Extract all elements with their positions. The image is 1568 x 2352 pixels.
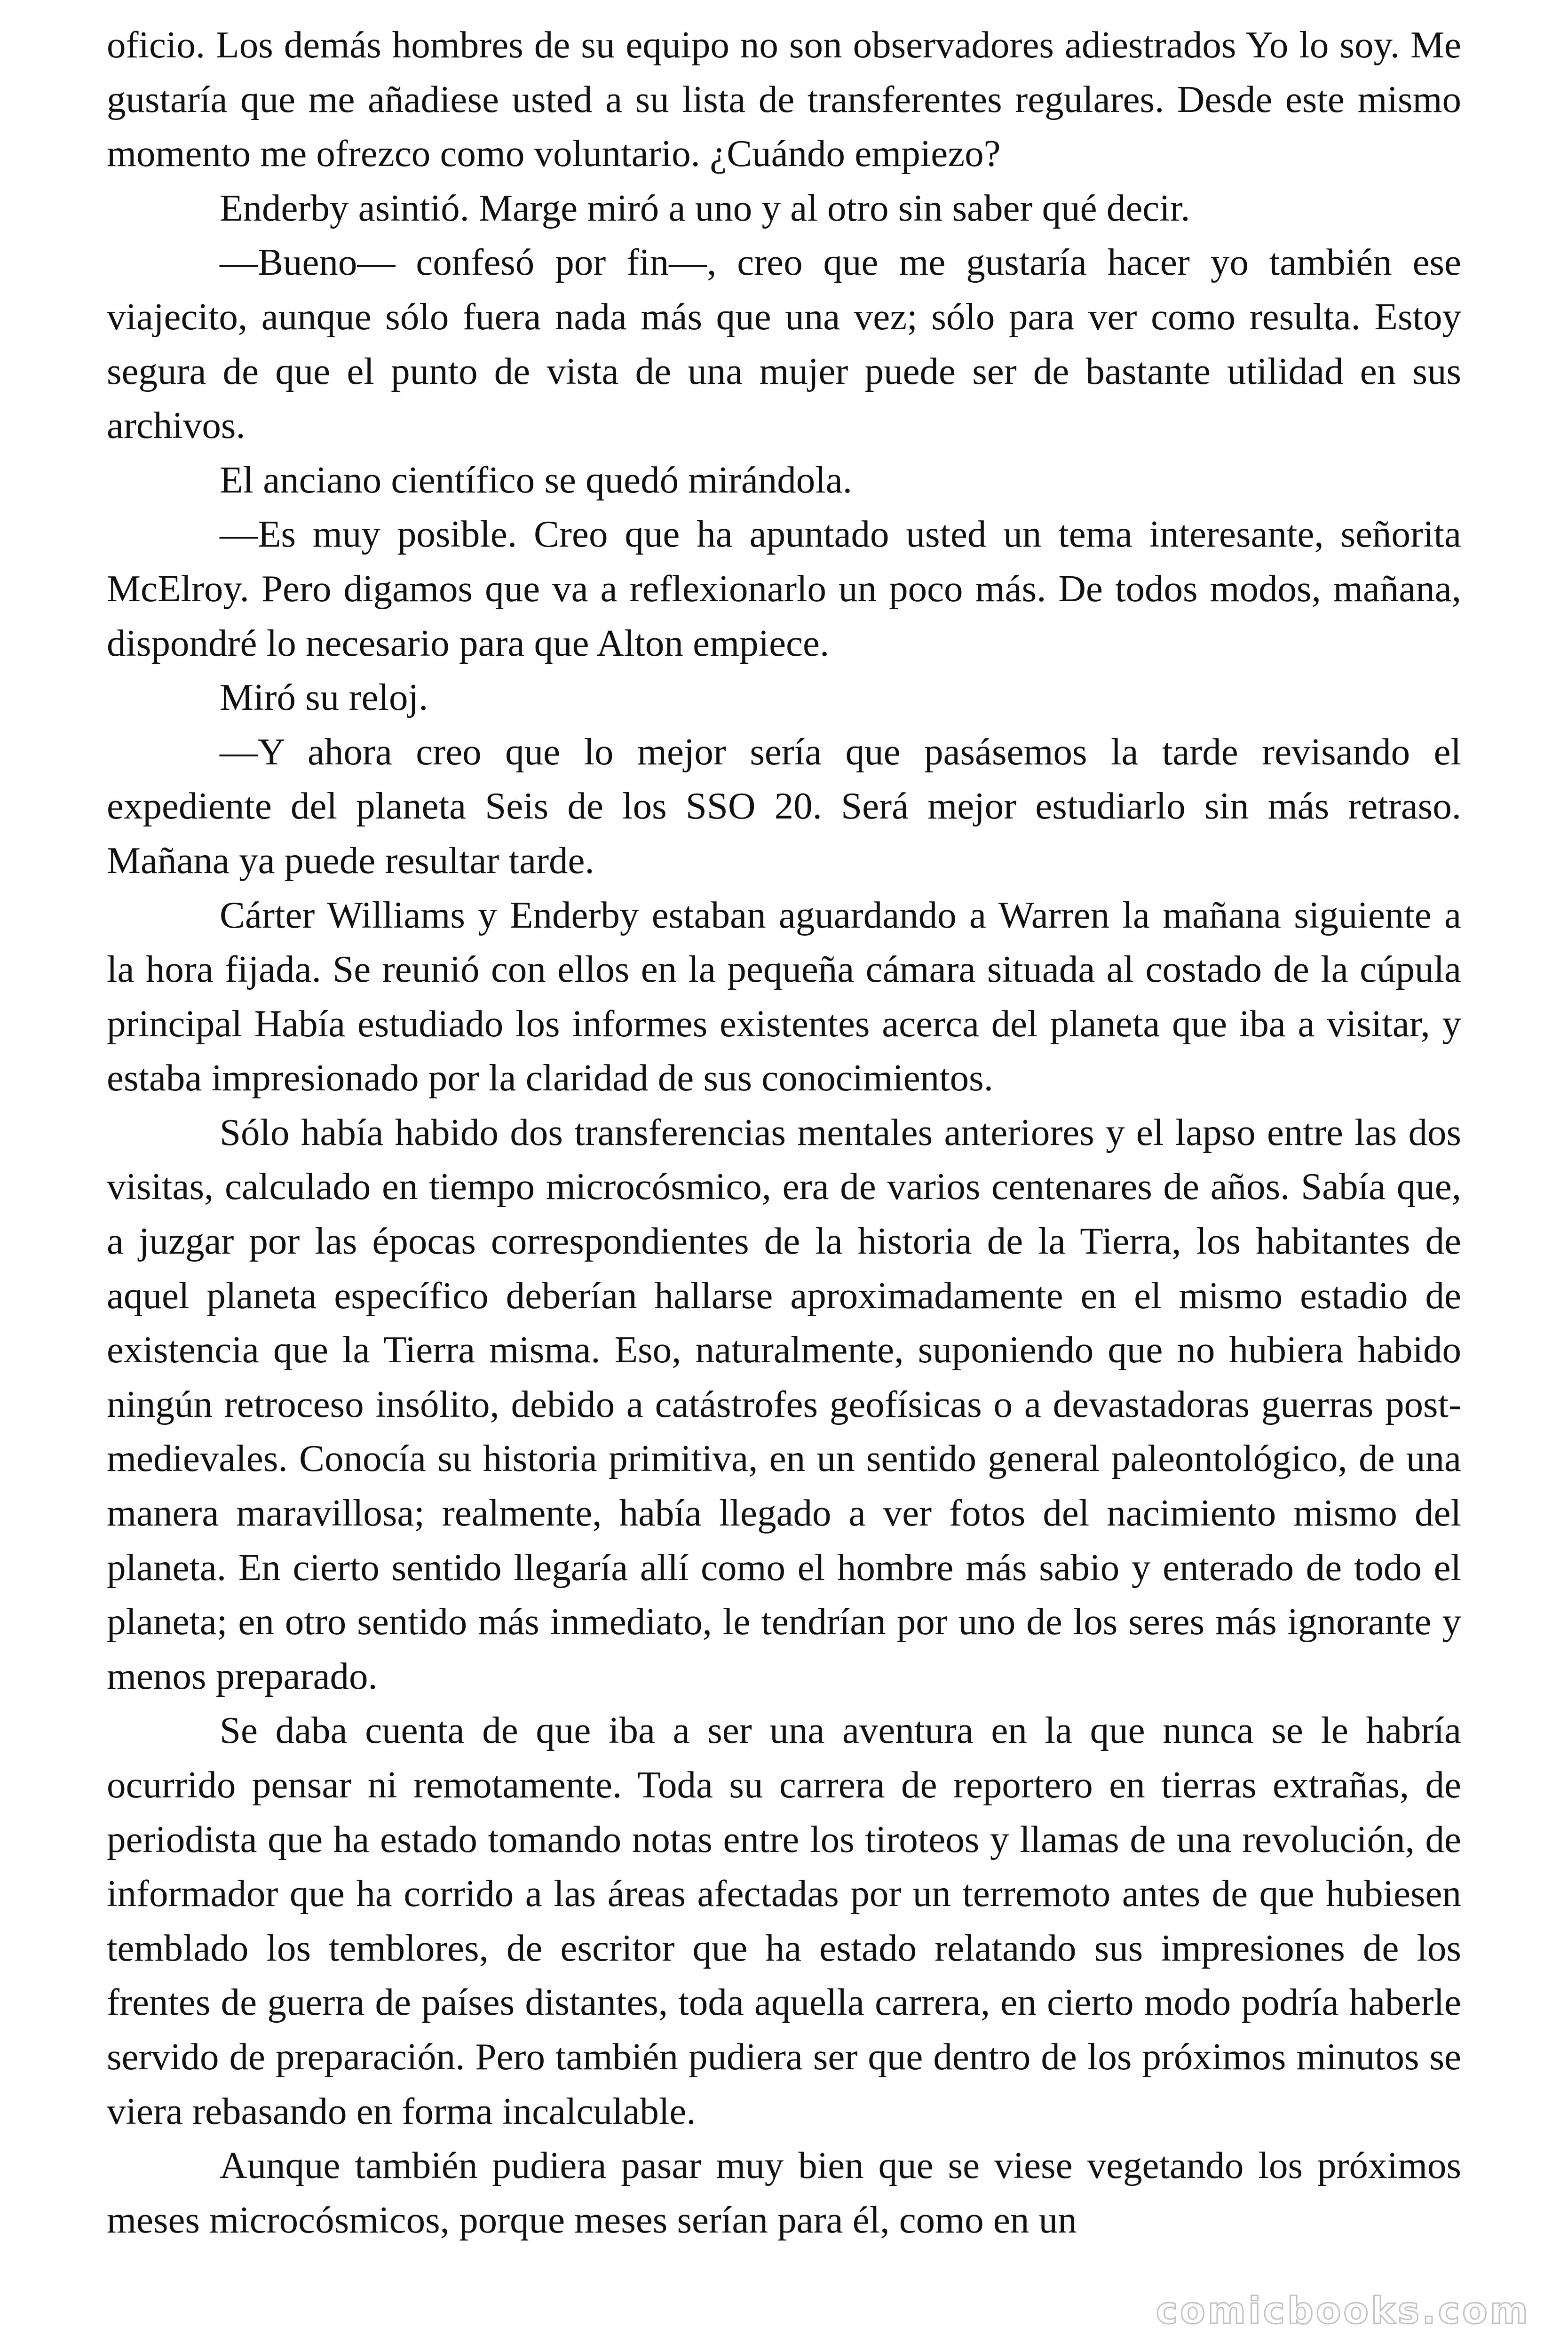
paragraph-10: Se daba cuenta de que iba a ser una aventura en la que nunca se le habría ocurrido pensar ni remotamente. Toda su carrera de reportero en tierras extrañas, de periodista que ha estado tomando notas entre los tiroteos y llamas de una revolución, de informador que ha corrido a las áreas afectadas por un terremoto antes de que hubiesen temblado los temblores, de escritor que ha estado relatando sus impresiones de los frentes de guerra de países distantes, toda aquella carrera, en cierto modo podría haberle servido de preparación. Pero también pudiera ser que dentro de los próximos minutos se viera rebasando en forma incalculable. [107, 1709, 1461, 2132]
watermark: comicbooks.com [1156, 2290, 1530, 2332]
paragraph-1: oficio. Los demás hombres de su equipo no son observadores adiestrados Yo lo soy. Me gustaría que me añadiese usted a su lista de transferentes regulares. Desde este mismo momento me ofrezco como voluntario. ¿Cuándo empiezo? [107, 24, 1461, 175]
paragraph-9: Sólo había habido dos transferencias mentales anteriores y el lapso entre las dos visitas, calculado en tiempo microcósmico, era de varios centenares de años. Sabía que, a juzgar por las épocas correspondientes de la historia de la Tierra, los habitantes de aquel planeta específico deberían hallarse aproximadamente en el mismo estadio de existencia que la Tierra misma. Eso, naturalmente, suponiendo que no hubiera habido ningún retroceso insólito, debido a catástrofes geofísicas o a devastadoras guerras post-medievales. Conocía su historia primitiva, en un sentido general paleontológico, de una manera maravillosa; realmente, había llegado a ver fotos del nacimiento mismo del planeta. En cierto sentido llegaría allí como el hombre más sabio y enterado de todo el planeta; en otro sentido más inmediato, le tendrían por uno de los seres más ignorante y menos preparado. [107, 1111, 1461, 1697]
book-page-text [107, 18, 1461, 2247]
paragraph-3: —Bueno— confesó por fin—, creo que me gustaría hacer yo también ese viajecito, aunque sólo fuera nada más que una vez; sólo para ver como resulta. Estoy segura de que el punto de vista de una mujer puede ser de bastante utilidad en sus archivos. [107, 241, 1461, 447]
paragraph-4: El anciano científico se quedó mirándola. [220, 458, 853, 501]
paragraph-6: Miró su reloj. [220, 676, 428, 719]
paragraph-2: Enderby asintió. Marge miró a uno y al otro sin saber qué decir. [220, 186, 1190, 229]
paragraph-5: —Es muy posible. Creo que ha apuntado usted un tema interesante, señorita McElroy. Pero digamos que va a reflexionarlo un poco más. De todos modos, mañana, dispondré lo necesario para que Alton empiece. [107, 513, 1461, 664]
paragraph-7: —Y ahora creo que lo mejor sería que pasásemos la tarde revisando el expediente del planeta Seis de los SSO 20. Será mejor estudiarlo sin más retraso. Mañana ya puede resultar tarde. [107, 730, 1461, 882]
paragraph-11: Aunque también pudiera pasar muy bien que se viese vegetando los próximos meses microcósmicos, porque meses serían para él, como en un [107, 2144, 1461, 2241]
paragraph-8: Cárter Williams y Enderby estaban aguardando a Warren la mañana siguiente a la hora fijada. Se reunió con ellos en la pequeña cámara situada al costado de la cúpula principal Había estudiado los informes existentes acerca del planeta que iba a visitar, y estaba impresionado por la claridad de sus conocimientos. [107, 893, 1461, 1099]
